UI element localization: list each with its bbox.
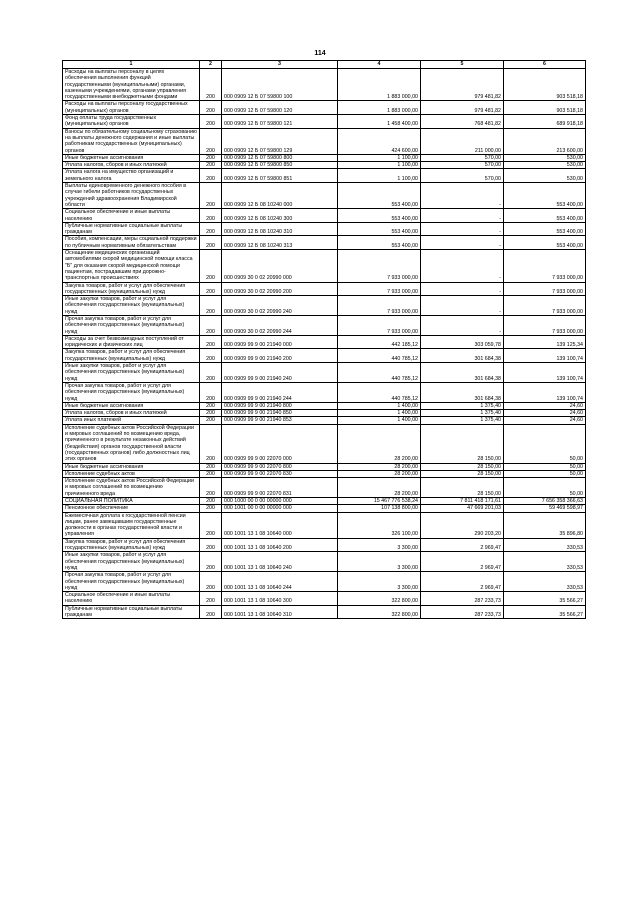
table-row <box>63 363 586 383</box>
row-budget-code: 000 1000 00 0 00 00000 000 <box>222 498 338 505</box>
row-name: Уплата иных платежей <box>63 417 200 424</box>
row-unexecuted: 7 656 358 366,63 <box>504 498 586 505</box>
row-budget-code: 000 0909 12 Б 08 10240 313 <box>222 236 338 250</box>
table-row <box>63 424 586 463</box>
row-executed: - <box>421 209 504 223</box>
row-name: Исполнение судебных актов <box>63 470 200 477</box>
row-unexecuted: 50,00 <box>504 470 586 477</box>
row-line-code: 200 <box>200 463 222 470</box>
row-unexecuted: 330,53 <box>504 572 586 592</box>
header-col-3: 3 <box>222 61 338 69</box>
row-unexecuted: 50,00 <box>504 478 586 498</box>
row-approved: 440 785,12 <box>338 382 421 402</box>
row-unexecuted: 903 518,18 <box>504 101 586 115</box>
row-executed: 301 684,38 <box>421 349 504 363</box>
row-name: Взносы по обязательному социальному страхованию на выплаты денежного содержания и иные выплаты работникам государственных (муниципальных) органов <box>63 128 200 154</box>
row-approved: 1 458 400,00 <box>338 115 421 129</box>
row-executed: 28 150,00 <box>421 470 504 477</box>
row-unexecuted: 24,60 <box>504 410 586 417</box>
row-unexecuted: 7 933 000,00 <box>504 250 586 282</box>
table-row <box>63 349 586 363</box>
row-unexecuted: 330,53 <box>504 552 586 572</box>
row-line-code: 200 <box>200 222 222 236</box>
row-unexecuted: 7 933 000,00 <box>504 282 586 296</box>
row-executed: 1 375,40 <box>421 402 504 409</box>
row-name: Прочая закупка товаров, работ и услуг для обеспечения государственных (муниципальных) нужд <box>63 382 200 402</box>
row-name: Социальное обеспечение и иные выплаты населению <box>63 209 200 223</box>
row-executed: 979 481,82 <box>421 101 504 115</box>
row-budget-code: 000 0909 99 9 00 22070 830 <box>222 470 338 477</box>
row-approved: 7 933 000,00 <box>338 250 421 282</box>
row-line-code: 200 <box>200 349 222 363</box>
row-approved: 440 785,12 <box>338 349 421 363</box>
table-row <box>63 315 586 335</box>
row-line-code: 200 <box>200 402 222 409</box>
row-line-code: 200 <box>200 101 222 115</box>
row-unexecuted: 139 125,34 <box>504 335 586 349</box>
row-executed: 287 233,73 <box>421 592 504 606</box>
table-row <box>63 402 586 409</box>
row-name: Исполнение судебных актов Российской Федерации и мировых соглашений по возмещению причиненного вреда <box>63 478 200 498</box>
row-executed: 28 150,00 <box>421 478 504 498</box>
row-name: Фонд оплаты труда государственных (муниципальных) органов <box>63 115 200 129</box>
row-approved: 553 400,00 <box>338 183 421 209</box>
row-approved: 1 400,00 <box>338 417 421 424</box>
row-unexecuted: 530,00 <box>504 169 586 183</box>
row-line-code: 200 <box>200 417 222 424</box>
row-executed: 28 150,00 <box>421 424 504 463</box>
row-unexecuted: 139 100,74 <box>504 349 586 363</box>
row-executed: - <box>421 236 504 250</box>
row-line-code: 200 <box>200 169 222 183</box>
row-name: Расходы на выплаты персоналу государственных (муниципальных) органов <box>63 101 200 115</box>
row-executed: 7 811 418 171,61 <box>421 498 504 505</box>
row-name: Оснащение медицинских организаций автомобилями скорой медицинской помощи класса "Б" для оказания скорой медицинской помощи пациентам, пострадавшим при дорожно-транспортных происшествиях <box>63 250 200 282</box>
row-executed: 1 375,40 <box>421 410 504 417</box>
table-row <box>63 282 586 296</box>
row-executed: 28 150,00 <box>421 463 504 470</box>
table-row <box>63 505 586 512</box>
row-approved: 28 200,00 <box>338 424 421 463</box>
row-executed: 211 000,00 <box>421 128 504 154</box>
row-name: Публичные нормативные социальные выплаты гражданам <box>63 605 200 619</box>
row-name: Расходы за счет безвозмездных поступлений от юридических и физических лиц <box>63 335 200 349</box>
row-unexecuted: 139 100,74 <box>504 363 586 383</box>
table-row <box>63 335 586 349</box>
table-row <box>63 417 586 424</box>
row-name: Закупка товаров, работ и услуг для обеспечения государственных (муниципальных) нужд <box>63 282 200 296</box>
row-budget-code: 000 0909 12 Б 07 59800 100 <box>222 69 338 101</box>
row-approved: 553 400,00 <box>338 209 421 223</box>
row-budget-code: 000 0909 12 Б 07 59800 851 <box>222 169 338 183</box>
header-row <box>63 61 586 69</box>
row-line-code: 200 <box>200 424 222 463</box>
row-approved: 107 138 800,00 <box>338 505 421 512</box>
row-line-code: 200 <box>200 470 222 477</box>
row-unexecuted: 59 469 598,97 <box>504 505 586 512</box>
table-row <box>63 162 586 169</box>
row-unexecuted: 7 933 000,00 <box>504 296 586 316</box>
row-executed: 301 684,38 <box>421 363 504 383</box>
table-body <box>63 69 586 619</box>
row-approved: 440 785,12 <box>338 363 421 383</box>
row-budget-code: 000 0909 30 0 02 20990 244 <box>222 315 338 335</box>
row-unexecuted: 50,00 <box>504 424 586 463</box>
row-budget-code: 000 0909 12 Б 08 10240 000 <box>222 183 338 209</box>
row-line-code: 200 <box>200 498 222 505</box>
table-row <box>63 538 586 552</box>
row-line-code: 200 <box>200 478 222 498</box>
row-executed: - <box>421 222 504 236</box>
table-row <box>63 128 586 154</box>
row-unexecuted: 689 918,18 <box>504 115 586 129</box>
table-row <box>63 183 586 209</box>
row-budget-code: 000 0909 12 Б 07 59800 129 <box>222 128 338 154</box>
table-row <box>63 605 586 619</box>
row-line-code: 200 <box>200 363 222 383</box>
row-executed: 303 059,78 <box>421 335 504 349</box>
row-approved: 424 600,00 <box>338 128 421 154</box>
row-approved: 28 200,00 <box>338 463 421 470</box>
row-budget-code: 000 0909 99 9 00 21940 800 <box>222 402 338 409</box>
table-row <box>63 478 586 498</box>
row-budget-code: 000 0909 12 Б 07 59800 121 <box>222 115 338 129</box>
row-unexecuted: 7 933 000,00 <box>504 315 586 335</box>
row-line-code: 200 <box>200 505 222 512</box>
row-executed: 2 969,47 <box>421 538 504 552</box>
row-approved: 1 100,00 <box>338 162 421 169</box>
row-executed: 47 669 201,03 <box>421 505 504 512</box>
table-row <box>63 498 586 505</box>
row-approved: 322 800,00 <box>338 605 421 619</box>
row-budget-code: 000 0909 12 Б 07 59800 850 <box>222 162 338 169</box>
row-budget-code: 000 0909 99 9 00 22070 000 <box>222 424 338 463</box>
row-line-code: 200 <box>200 115 222 129</box>
table-row <box>63 410 586 417</box>
row-budget-code: 000 1001 13 1 08 10640 310 <box>222 605 338 619</box>
row-budget-code: 000 0909 99 9 00 21940 240 <box>222 363 338 383</box>
row-line-code: 200 <box>200 250 222 282</box>
row-executed: - <box>421 315 504 335</box>
row-executed: 2 969,47 <box>421 572 504 592</box>
row-unexecuted: 24,60 <box>504 417 586 424</box>
header-col-1: 1 <box>63 61 200 69</box>
row-budget-code: 000 0909 30 0 02 20990 000 <box>222 250 338 282</box>
row-executed: - <box>421 183 504 209</box>
table-row <box>63 463 586 470</box>
table-row <box>63 115 586 129</box>
row-budget-code: 000 1001 13 1 08 10640 244 <box>222 572 338 592</box>
table-row <box>63 154 586 161</box>
row-approved: 3 300,00 <box>338 572 421 592</box>
row-executed: - <box>421 282 504 296</box>
row-name: Иные закупки товаров, работ и услуг для обеспечения государственных (муниципальных) нужд <box>63 296 200 316</box>
table-row <box>63 236 586 250</box>
row-approved: 1 400,00 <box>338 402 421 409</box>
row-name: Расходы на выплаты персоналу в целях обеспечения выполнения функций государственными (муниципальными) органами, казенными учреждениями, органами управления государственными внебюджетными фондами <box>63 69 200 101</box>
row-name: Прочая закупка товаров, работ и услуг для обеспечения государственных (муниципальных) нужд <box>63 572 200 592</box>
row-unexecuted: 903 518,18 <box>504 69 586 101</box>
row-budget-code: 000 0909 12 Б 07 59800 800 <box>222 154 338 161</box>
row-budget-code: 000 0909 12 Б 07 59800 120 <box>222 101 338 115</box>
row-approved: 1 400,00 <box>338 410 421 417</box>
row-budget-code: 000 1001 13 1 08 10640 240 <box>222 552 338 572</box>
row-unexecuted: 35 566,27 <box>504 592 586 606</box>
table-row <box>63 250 586 282</box>
row-unexecuted: 24,60 <box>504 402 586 409</box>
row-approved: 1 883 000,00 <box>338 101 421 115</box>
row-budget-code: 000 0909 99 9 00 21940 000 <box>222 335 338 349</box>
row-budget-code: 000 0909 99 9 00 21940 850 <box>222 410 338 417</box>
row-line-code: 200 <box>200 605 222 619</box>
page-number: 114 <box>314 50 326 57</box>
row-line-code: 200 <box>200 236 222 250</box>
row-approved: 15 467 776 538,24 <box>338 498 421 505</box>
row-approved: 3 300,00 <box>338 552 421 572</box>
row-unexecuted: 530,00 <box>504 162 586 169</box>
row-name: СОЦИАЛЬНАЯ ПОЛИТИКА <box>63 498 200 505</box>
row-executed: - <box>421 250 504 282</box>
table-row <box>63 382 586 402</box>
row-unexecuted: 213 600,00 <box>504 128 586 154</box>
row-budget-code: 000 0909 12 Б 08 10240 300 <box>222 209 338 223</box>
row-line-code: 200 <box>200 572 222 592</box>
row-budget-code: 000 1001 00 0 00 00000 000 <box>222 505 338 512</box>
row-approved: 7 933 000,00 <box>338 315 421 335</box>
row-approved: 7 933 000,00 <box>338 296 421 316</box>
table-row <box>63 101 586 115</box>
row-budget-code: 000 0909 12 Б 08 10240 310 <box>222 222 338 236</box>
header-col-6: 6 <box>504 61 586 69</box>
row-unexecuted: 139 100,74 <box>504 382 586 402</box>
row-name: Закупка товаров, работ и услуг для обеспечения государственных (муниципальных) нужд <box>63 538 200 552</box>
row-executed: - <box>421 296 504 316</box>
row-name: Выплаты единовременного денежного пособия в случае гибели работников государственных учреждений здравоохранения Владимирской области <box>63 183 200 209</box>
row-line-code: 200 <box>200 410 222 417</box>
row-line-code: 200 <box>200 69 222 101</box>
row-name: Иные бюджетные ассигнования <box>63 154 200 161</box>
row-name: Уплата налога на имущество организаций и земельного налога <box>63 169 200 183</box>
row-line-code: 200 <box>200 335 222 349</box>
table-row <box>63 592 586 606</box>
row-approved: 1 100,00 <box>338 169 421 183</box>
row-budget-code: 000 0909 99 9 00 21940 200 <box>222 349 338 363</box>
row-approved: 28 200,00 <box>338 478 421 498</box>
row-unexecuted: 553 400,00 <box>504 236 586 250</box>
row-approved: 553 400,00 <box>338 222 421 236</box>
header-col-2: 2 <box>200 61 222 69</box>
table-row <box>63 296 586 316</box>
header-col-5: 5 <box>421 61 504 69</box>
header-col-4: 4 <box>338 61 421 69</box>
row-budget-code: 000 1001 13 1 08 10640 300 <box>222 592 338 606</box>
row-unexecuted: 330,53 <box>504 538 586 552</box>
row-name: Ежемесячная доплата к государственной пенсии лицам, ранее замещавшим государственные должности в органах государственной власти и управления <box>63 512 200 538</box>
row-line-code: 200 <box>200 592 222 606</box>
row-approved: 322 800,00 <box>338 592 421 606</box>
row-name: Уплата налогов, сборов и иных платежей <box>63 162 200 169</box>
row-name: Пособия, компенсации, меры социальной поддержки по публичным нормативным обязательствам <box>63 236 200 250</box>
row-executed: 287 233,73 <box>421 605 504 619</box>
row-unexecuted: 35 566,27 <box>504 605 586 619</box>
row-budget-code: 000 0909 30 0 02 20990 240 <box>222 296 338 316</box>
row-approved: 1 100,00 <box>338 154 421 161</box>
row-line-code: 200 <box>200 154 222 161</box>
table-row <box>63 470 586 477</box>
row-line-code: 200 <box>200 552 222 572</box>
row-approved: 326 100,00 <box>338 512 421 538</box>
row-name: Исполнение судебных актов Российской Федерации и мировых соглашений по возмещению вреда, причиненного в результате незаконных действий (бездействия) органов государственной власти (государственных органов) либо должностных лиц этих органов <box>63 424 200 463</box>
row-budget-code: 000 0909 99 9 00 22070 800 <box>222 463 338 470</box>
row-name: Иные бюджетные ассигнования <box>63 402 200 409</box>
row-unexecuted: 50,00 <box>504 463 586 470</box>
row-line-code: 200 <box>200 209 222 223</box>
row-executed: 1 375,40 <box>421 417 504 424</box>
row-executed: 570,00 <box>421 162 504 169</box>
row-name: Иные закупки товаров, работ и услуг для обеспечения государственных (муниципальных) нужд <box>63 552 200 572</box>
row-line-code: 200 <box>200 183 222 209</box>
row-name: Уплата налогов, сборов и иных платежей <box>63 410 200 417</box>
row-line-code: 200 <box>200 282 222 296</box>
row-name: Закупка товаров, работ и услуг для обеспечения государственных (муниципальных) нужд <box>63 349 200 363</box>
row-executed: 290 203,20 <box>421 512 504 538</box>
row-line-code: 200 <box>200 538 222 552</box>
row-executed: 768 481,82 <box>421 115 504 129</box>
table-row <box>63 169 586 183</box>
row-executed: 2 969,47 <box>421 552 504 572</box>
row-approved: 28 200,00 <box>338 470 421 477</box>
row-name: Пенсионное обеспечение <box>63 505 200 512</box>
budget-table <box>62 60 586 619</box>
row-approved: 553 400,00 <box>338 236 421 250</box>
row-executed: 570,00 <box>421 154 504 161</box>
row-executed: 570,00 <box>421 169 504 183</box>
row-unexecuted: 530,00 <box>504 154 586 161</box>
row-name: Прочая закупка товаров, работ и услуг для обеспечения государственных (муниципальных) нужд <box>63 315 200 335</box>
row-name: Иные закупки товаров, работ и услуг для обеспечения государственных (муниципальных) нужд <box>63 363 200 383</box>
table-row <box>63 552 586 572</box>
row-name: Публичные нормативные социальные выплаты гражданам <box>63 222 200 236</box>
row-budget-code: 000 0909 99 9 00 21940 853 <box>222 417 338 424</box>
table-row <box>63 69 586 101</box>
row-unexecuted: 553 400,00 <box>504 183 586 209</box>
row-approved: 442 185,12 <box>338 335 421 349</box>
row-budget-code: 000 0909 99 9 00 22070 831 <box>222 478 338 498</box>
row-line-code: 200 <box>200 315 222 335</box>
row-name: Социальное обеспечение и иные выплаты населению <box>63 592 200 606</box>
row-line-code: 200 <box>200 382 222 402</box>
row-budget-code: 000 0909 30 0 02 20990 200 <box>222 282 338 296</box>
table-row <box>63 209 586 223</box>
row-line-code: 200 <box>200 128 222 154</box>
row-executed: 301 684,38 <box>421 382 504 402</box>
row-name: Иные бюджетные ассигнования <box>63 463 200 470</box>
row-unexecuted: 553 400,00 <box>504 209 586 223</box>
row-line-code: 200 <box>200 162 222 169</box>
row-budget-code: 000 1001 13 1 08 10640 000 <box>222 512 338 538</box>
row-line-code: 200 <box>200 296 222 316</box>
row-approved: 1 883 000,00 <box>338 69 421 101</box>
row-line-code: 200 <box>200 512 222 538</box>
row-approved: 3 300,00 <box>338 538 421 552</box>
row-approved: 7 933 000,00 <box>338 282 421 296</box>
row-budget-code: 000 1001 13 1 08 10640 200 <box>222 538 338 552</box>
table-row <box>63 512 586 538</box>
row-unexecuted: 35 896,80 <box>504 512 586 538</box>
row-budget-code: 000 0909 99 9 00 21940 244 <box>222 382 338 402</box>
row-executed: 979 481,82 <box>421 69 504 101</box>
row-unexecuted: 553 400,00 <box>504 222 586 236</box>
table-row <box>63 222 586 236</box>
table-row <box>63 572 586 592</box>
